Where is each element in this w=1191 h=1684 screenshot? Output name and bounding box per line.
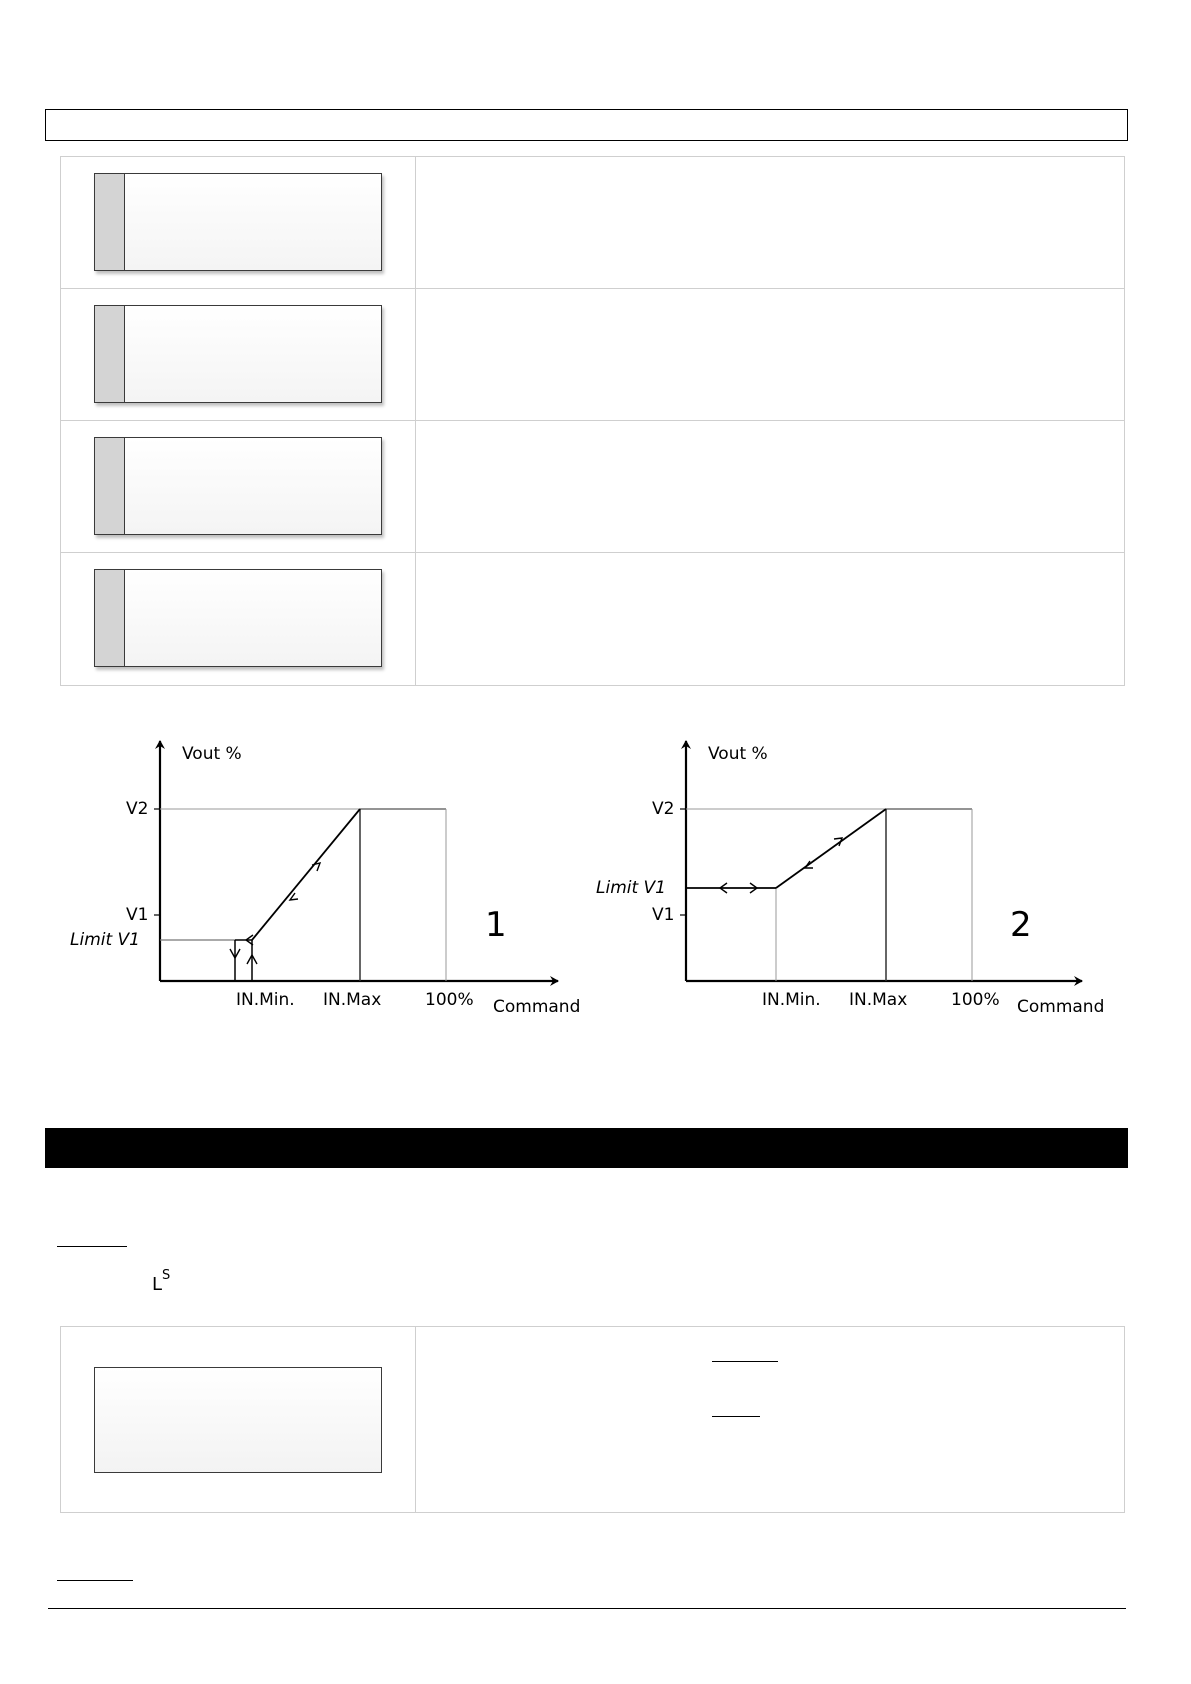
chart-1-ramp-down-arrow — [290, 893, 298, 900]
lcd-display — [94, 569, 382, 667]
table-row — [61, 553, 1124, 685]
lcd-display-tab — [95, 570, 125, 666]
footer-rule — [48, 1608, 1126, 1609]
lcd-display — [94, 173, 382, 271]
table-row — [61, 289, 1124, 421]
section-header-box — [45, 109, 1128, 141]
lcd-display — [94, 305, 382, 403]
chart-1-inmax-label: IN.Max — [323, 990, 382, 1010]
lcd-display-tab — [95, 174, 125, 270]
underline-stub — [712, 1416, 760, 1417]
chart-2-v1-label: V1 — [652, 905, 675, 925]
chart-1-xlabel: Command — [493, 997, 581, 1017]
charts-area — [60, 725, 1125, 1025]
chart-2-xlabel: Command — [1017, 997, 1105, 1017]
chart-1 — [70, 741, 580, 1017]
chart-2 — [596, 741, 1104, 1017]
chart-1-limit-label: Limit V1 — [70, 930, 140, 950]
chart-2-number: 2 — [1010, 905, 1032, 945]
chart-1-ylabel: Vout % — [182, 744, 242, 764]
parameter-table — [60, 156, 1125, 686]
ls-base: L — [152, 1274, 163, 1295]
chart-2-v2-label: V2 — [652, 799, 675, 819]
table-row — [61, 421, 1124, 553]
chart-1-v2-label: V2 — [126, 799, 149, 819]
chart-2-100-label: 100% — [951, 990, 1000, 1010]
chart-2-ramp — [776, 809, 886, 888]
column-divider — [415, 157, 416, 288]
column-divider — [415, 421, 416, 552]
chart-1-ramp — [252, 809, 360, 940]
underline-stub — [57, 1246, 127, 1247]
chart-2-limit-label: Limit V1 — [596, 878, 666, 898]
chart-1-inmin-label: IN.Min. — [236, 990, 295, 1010]
table-row — [61, 157, 1124, 289]
parameter-table-2 — [60, 1326, 1125, 1513]
section-title-bar — [45, 1128, 1128, 1168]
ls-superscript: S — [162, 1268, 171, 1283]
column-divider — [415, 553, 416, 685]
lcd-display-tab — [95, 306, 125, 402]
chart-1-100-label: 100% — [425, 990, 474, 1010]
chart-2-inmax-label: IN.Max — [849, 990, 908, 1010]
ls-symbol — [152, 1268, 171, 1295]
lcd-display-large — [94, 1367, 382, 1473]
chart-2-ylabel: Vout % — [708, 744, 768, 764]
chart-2-inmin-label: IN.Min. — [762, 990, 821, 1010]
column-divider — [415, 289, 416, 420]
chart-1-v1-label: V1 — [126, 905, 149, 925]
lcd-display-tab — [95, 438, 125, 534]
underline-stub — [57, 1580, 133, 1581]
underline-stub — [712, 1361, 778, 1362]
lcd-display — [94, 437, 382, 535]
column-divider — [415, 1327, 416, 1512]
chart-1-number: 1 — [485, 905, 507, 945]
